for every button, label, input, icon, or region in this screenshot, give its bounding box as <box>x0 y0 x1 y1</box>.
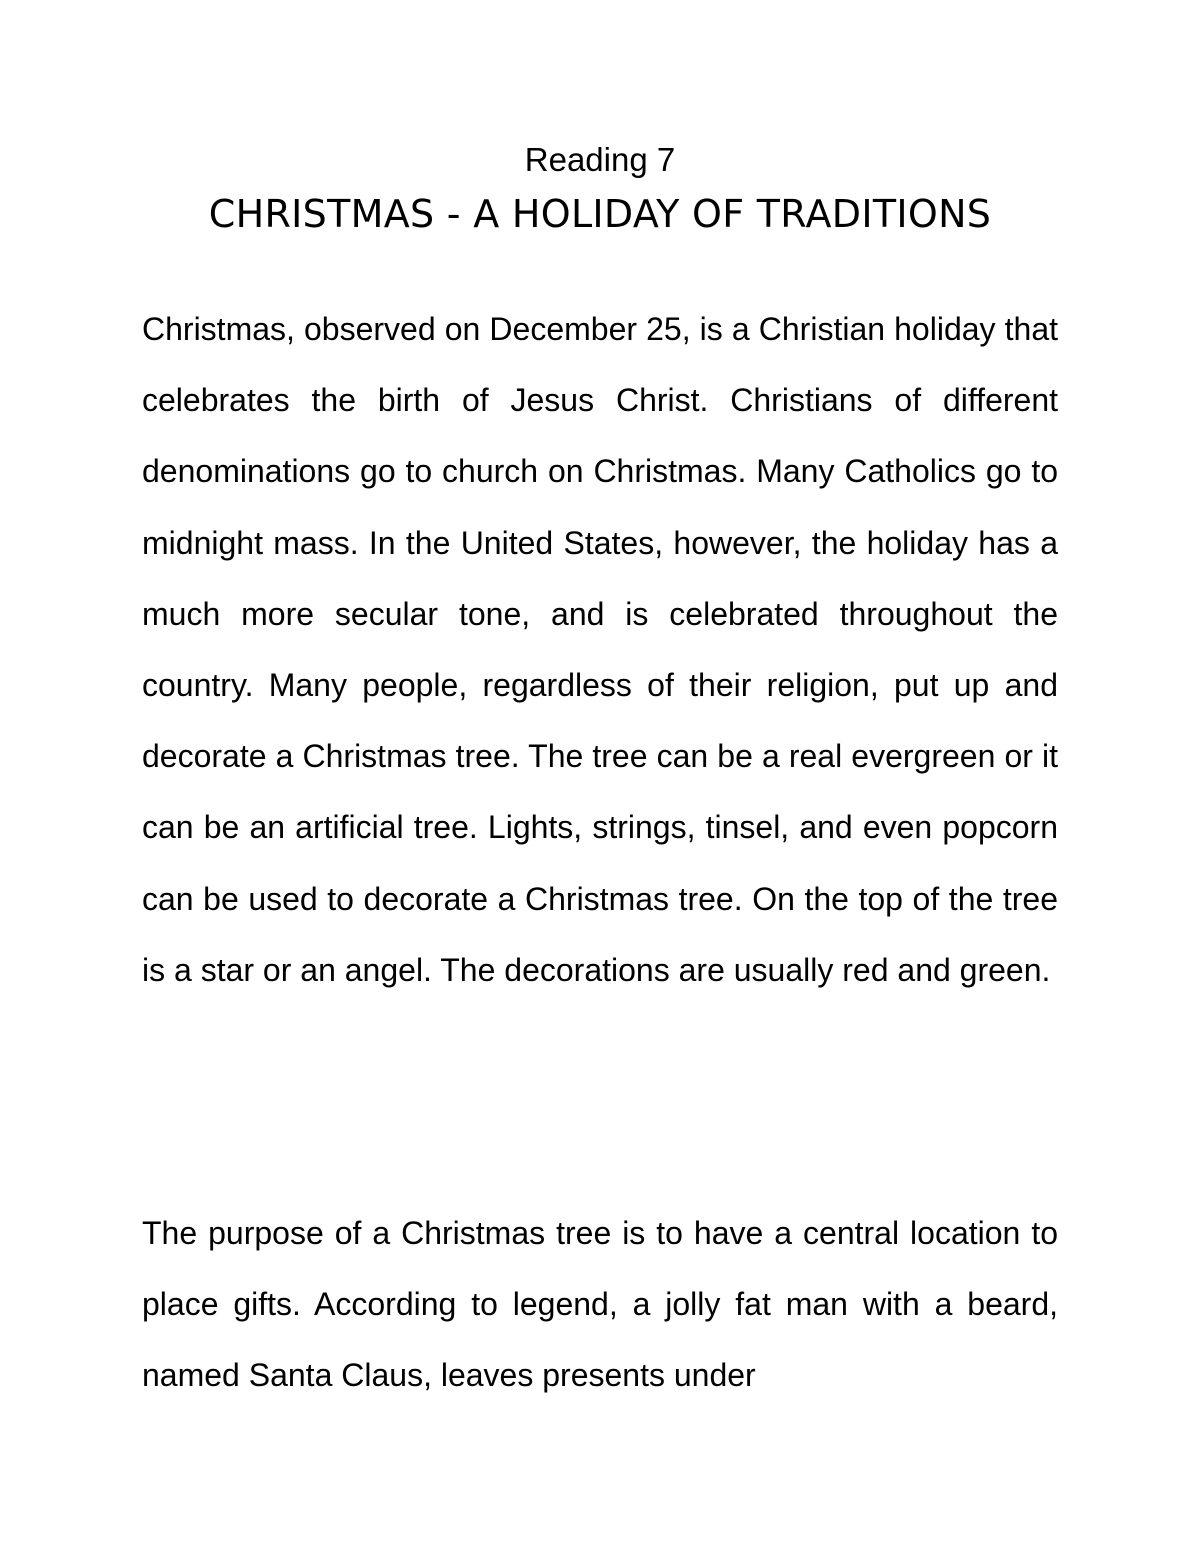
reading-number: Reading 7 <box>524 141 676 178</box>
page-title: CHRISTMAS - A HOLIDAY OF TRADITIONS <box>208 192 992 236</box>
body-paragraph-2: The purpose of a Christmas tree is to have a central location to place gifts. According to legend, a jolly fat man with a beard, named Santa Claus, leaves presents under <box>142 1215 1058 1394</box>
body-paragraph-1: Christmas, observed on December 25, is a Christian holiday that celebrates the birth of Jesus Christ. Christians of different denominations go to church on Christmas. Many Catholics go to midnight mass. In the United States, however, the holiday has a much more secular tone, and is celebrated throughout the country. Many people, regardless of their religion, put up and decorate a Christmas tree. The tree can be a real evergreen or it can be an artificial tree. Lights, strings, tinsel, and even popcorn can be used to decorate a Christmas tree. On the top of the tree is a star or an angel. The decorations are usually red and green. <box>142 311 1058 988</box>
